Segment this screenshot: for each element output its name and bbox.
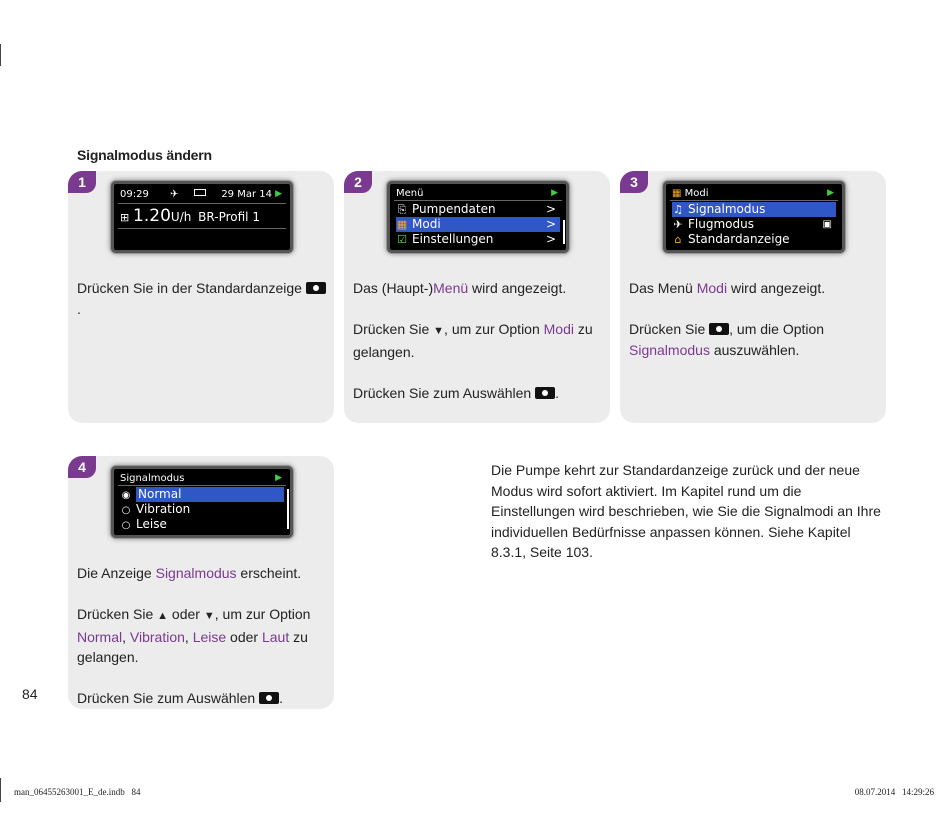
result-description: Die Pumpe kehrt zur Standardanzeige zurück und der neue Modus wird sofort aktiviert. Im Kapitel rund um die Einstellungen wird beschrieben, wie Sie die Signalmodi an Ihre individuellen Bedürfnisse anpassen können. Siehe Kapitel 8.3.1, Seite 103. (491, 462, 881, 560)
text: zu gelangen. (353, 321, 593, 360)
text: Drücken Sie zum Auswählen (77, 690, 256, 706)
highlight-normal: Normal (77, 628, 123, 645)
scrollbar (287, 489, 289, 529)
step-number-4: 4 (68, 456, 96, 478)
step-number-3: 3 (620, 171, 648, 193)
step-4-instructions: Die Anzeige Signalmodus erscheint. Drücken Sie ▲ oder ▼, um zur Option Normal, Vibration, Leise oder Laut zu gelangen. Drücken Sie zum Auswählen . (77, 565, 311, 706)
option-label: Normal (136, 487, 284, 502)
select-button-icon (259, 692, 279, 704)
basal-rate-unit: U/h (170, 210, 192, 224)
play-icon: ▶ (551, 188, 558, 198)
menu-item-label: Standardanzeige (688, 232, 790, 246)
text: Drücken Sie (353, 321, 430, 337)
arrow-down-icon: ▼ (203, 610, 215, 622)
arrow-down-icon: ▼ (433, 325, 445, 337)
step-card-3 (620, 171, 886, 423)
highlight-laut: Laut (261, 628, 290, 645)
menu-title-row (120, 471, 284, 486)
home-icon: ⌂ (674, 233, 682, 246)
highlight-menu: Menü (433, 280, 469, 296)
airplane-icon: ✈ (170, 189, 179, 200)
highlight-vibration: Vibration (129, 628, 185, 645)
menu-item-label: Modi (412, 217, 441, 231)
menu-item-einstellungen[interactable] (396, 232, 560, 247)
screen-divider (118, 228, 286, 229)
pump-display-standard (111, 181, 293, 253)
text: Drücken Sie (629, 321, 706, 337)
option-normal[interactable] (120, 487, 284, 502)
radio-empty-icon: ○ (121, 520, 131, 531)
battery-icon (194, 189, 206, 196)
basal-rate-icon: ⊞ (120, 211, 130, 224)
menu-item-label: Signalmodus (688, 202, 766, 216)
footer-file-info: man_06455263001_E_de.indb 84 (14, 787, 141, 797)
pump-display-signal-mode (111, 466, 293, 538)
highlight-modi: Modi (543, 321, 574, 337)
menu-title: Modi (684, 188, 709, 199)
settings-checkbox-icon: ☑ (397, 233, 407, 246)
basal-rate-row (120, 206, 284, 226)
pump-display-modes-menu (663, 181, 845, 253)
option-label: Vibration (136, 502, 191, 516)
menu-title: Menü (396, 188, 424, 199)
play-icon: ▶ (275, 189, 282, 199)
text: Drücken Sie (77, 606, 154, 622)
radio-selected-icon: ◉ (121, 490, 131, 501)
step-card-4 (68, 456, 334, 709)
chevron-right-icon: > (545, 232, 556, 246)
select-button-icon (535, 387, 555, 399)
crop-mark-top-left (0, 44, 1, 66)
play-icon: ▶ (275, 473, 282, 483)
play-icon: ▶ (827, 188, 834, 198)
text: zu gelangen. (77, 628, 308, 665)
modes-icon: ▦ (672, 188, 682, 199)
menu-title-row (672, 186, 836, 201)
menu-item-label: Pumpendaten (412, 202, 496, 216)
select-button-icon (709, 323, 729, 335)
menu-item-flugmodus[interactable] (672, 217, 836, 232)
crop-mark-bottom-left (0, 778, 1, 802)
screen-divider (118, 485, 286, 486)
screen-divider (394, 200, 562, 201)
time-display: 09:29 (120, 189, 149, 200)
option-leise[interactable] (120, 517, 284, 532)
step-number-2: 2 (344, 171, 372, 193)
scrollbar (563, 220, 565, 244)
highlight-modi: Modi (696, 280, 728, 296)
modes-icon: ▦ (396, 218, 408, 231)
basal-profile-name: BR-Profil 1 (198, 210, 260, 224)
chevron-right-icon: > (545, 202, 556, 216)
text: wird angezeigt. (468, 280, 567, 296)
step-1-text: Drücken Sie in der Standardanzeige (77, 280, 302, 296)
text: , um die Option (729, 321, 825, 337)
music-note-icon: ♫ (673, 203, 683, 216)
menu-item-label: Einstellungen (412, 232, 494, 246)
text: , (184, 628, 193, 645)
text: auszuwählen. (709, 341, 800, 358)
status-bar (120, 187, 284, 202)
step-card-1 (68, 171, 334, 423)
screen-divider (670, 200, 838, 201)
text: , (122, 628, 130, 645)
menu-title: Signalmodus (120, 473, 185, 484)
text: Das (Haupt-) (353, 280, 434, 296)
option-label: Leise (136, 517, 167, 531)
text: oder (226, 628, 262, 645)
highlight-signalmodus: Signalmodus (155, 565, 237, 581)
text: wird angezeigt. (727, 280, 826, 296)
text: Drücken Sie zum Auswählen (353, 384, 532, 401)
footer-timestamp: 08.07.2014 14:29:26 (854, 787, 934, 797)
airplane-icon: ✈ (673, 218, 683, 231)
arrow-up-icon: ▲ (157, 610, 169, 622)
section-heading: Signalmodus ändern (77, 147, 212, 163)
date-display: 29 Mar 14 (221, 189, 272, 200)
menu-item-label: Flugmodus (688, 217, 754, 231)
menu-item-standardanzeige[interactable] (672, 232, 836, 247)
menu-title-row (396, 186, 560, 201)
highlight-leise: Leise (192, 628, 227, 645)
text: Die Anzeige (77, 565, 156, 581)
menu-item-pumpendaten[interactable] (396, 202, 560, 217)
step-1-instructions: Drücken Sie in der Standardanzeige . (77, 278, 327, 340)
highlight-signalmodus: Signalmodus (629, 341, 710, 358)
menu-item-modi[interactable] (396, 217, 560, 232)
select-button-icon (306, 282, 326, 294)
step-number-1: 1 (68, 171, 96, 193)
basal-rate-value: 1.20 (133, 206, 171, 226)
pump-data-icon: ⎘ (397, 203, 407, 216)
text: , um zur Option (214, 606, 311, 622)
step-card-2 (344, 171, 610, 423)
screen-divider (118, 203, 286, 204)
toggle-box-icon: ▣ (822, 219, 832, 230)
pump-display-main-menu (387, 181, 569, 253)
step-2-instructions: Das (Haupt-)Menü wird angezeigt. Drücken Sie ▼, um zur Option Modi zu gelangen. Drücken Sie zum Auswählen . (353, 280, 593, 401)
text: , um zur Option (444, 321, 544, 337)
radio-empty-icon: ○ (121, 505, 131, 516)
chevron-right-icon: > (545, 217, 556, 231)
text: erscheint. (236, 565, 302, 581)
text: Das Menü (629, 280, 697, 296)
text: oder (168, 606, 200, 622)
option-vibration[interactable] (120, 502, 284, 517)
page-number: 84 (22, 686, 38, 702)
menu-item-signalmodus[interactable] (672, 202, 836, 217)
step-3-instructions (629, 278, 879, 381)
